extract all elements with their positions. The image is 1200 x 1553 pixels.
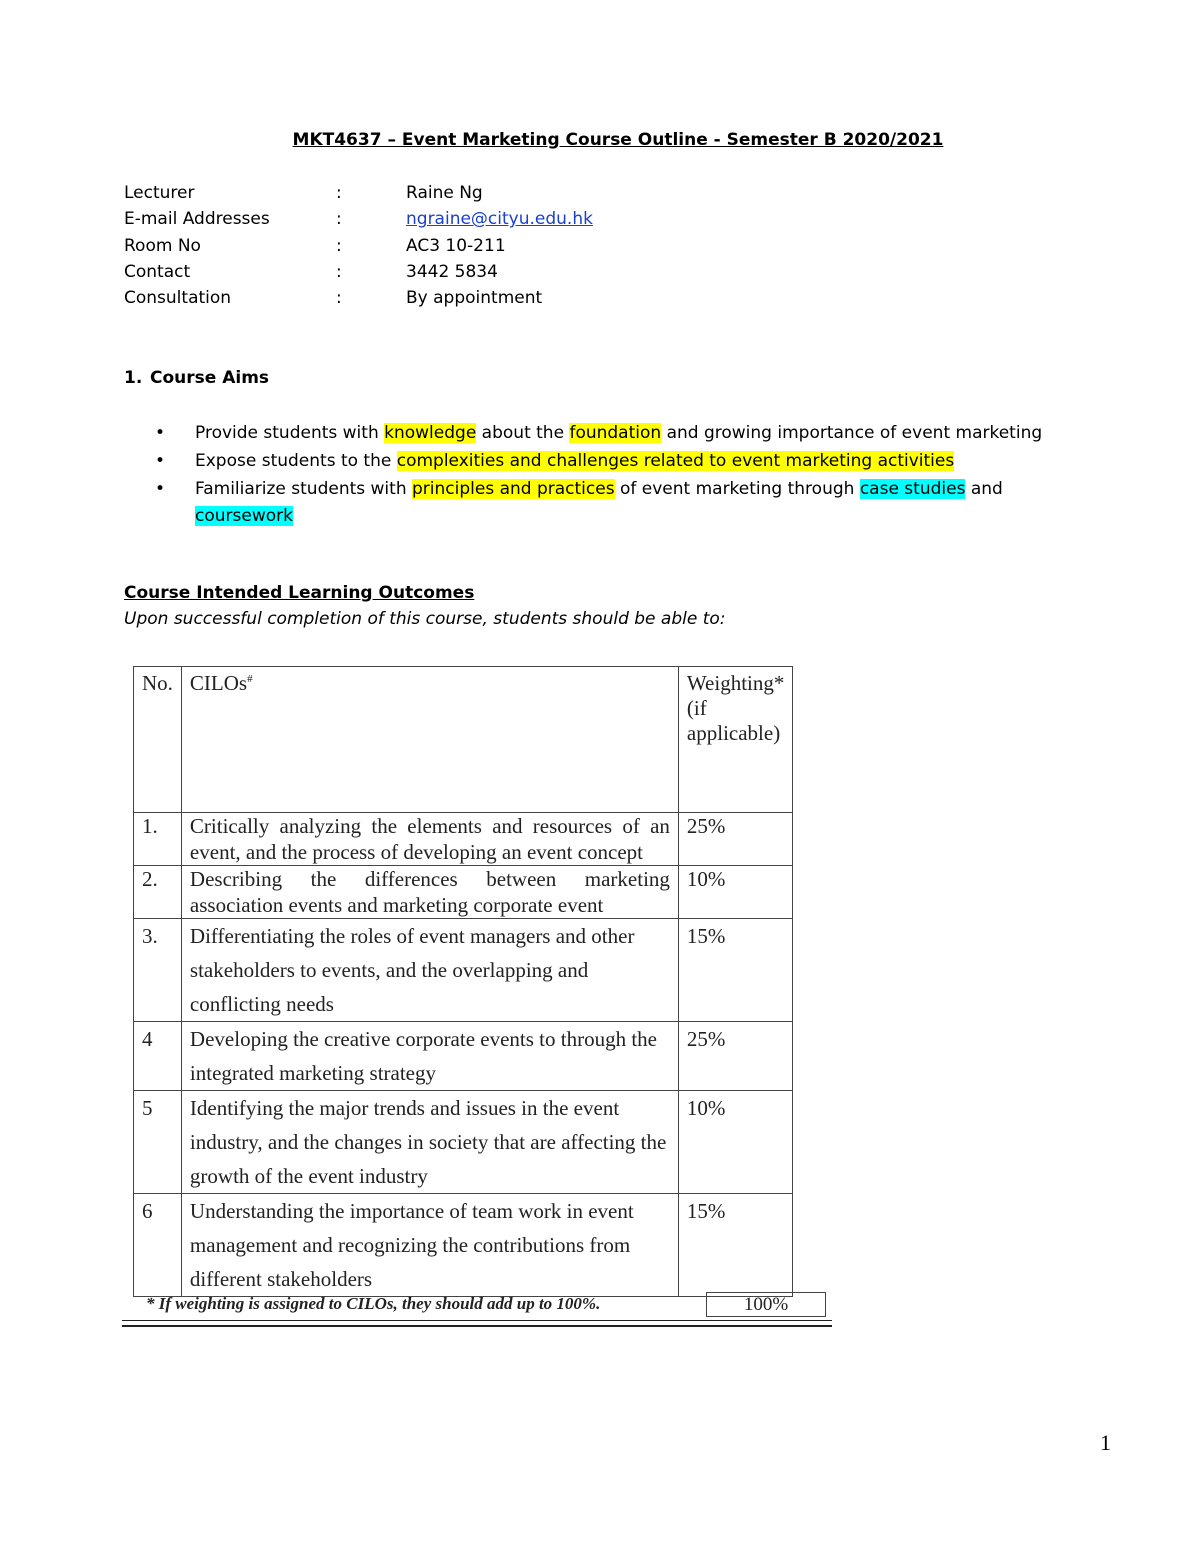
section-number: 1. xyxy=(124,368,143,388)
highlighted-text: case studies xyxy=(859,479,966,499)
info-value: By appointment xyxy=(406,288,543,309)
highlighted-text: foundation xyxy=(569,423,662,443)
course-aims-heading xyxy=(124,368,269,388)
cilo-intro: Upon successful completion of this course, students should be able to: xyxy=(124,609,726,629)
cell-no: 1. xyxy=(134,813,182,866)
table-row xyxy=(134,813,793,866)
cell-weight: 10% xyxy=(678,1091,792,1194)
page-title: MKT4637 – Event Marketing Course Outline - Semester B 2020/2021 xyxy=(292,130,944,150)
table-row xyxy=(134,866,793,919)
column-header-no: No. xyxy=(134,667,182,813)
cell-cilo: Developing the creative corporate events to through the integrated marketing strategy xyxy=(181,1022,678,1091)
table-row xyxy=(134,1091,793,1194)
info-separator: : xyxy=(336,209,342,230)
aim-text: Provide students with xyxy=(195,423,385,443)
section-title: Course Aims xyxy=(150,368,270,388)
cell-weight: 25% xyxy=(678,813,792,866)
cell-cilo: Identifying the major trends and issues in the event industry, and the changes in society that are affecting the growth of the event industry xyxy=(181,1091,678,1194)
email-link[interactable]: ngraine@cityu.edu.hk xyxy=(406,209,593,230)
total-weighting: 100% xyxy=(706,1292,826,1317)
weighting-footnote: * If weighting is assigned to CILOs, they should add up to 100%. xyxy=(146,1294,601,1313)
highlighted-text: knowledge xyxy=(384,423,477,443)
cell-cilo: Understanding the importance of team work in event management and recognizing the contributions from different stakeholders xyxy=(181,1194,678,1297)
aim-text: Expose students to the xyxy=(195,451,397,471)
aim-text: of event marketing through xyxy=(614,479,860,499)
column-header-weighting: Weighting* (if applicable) xyxy=(678,667,792,813)
cell-weight: 10% xyxy=(678,866,792,919)
info-label: Room No xyxy=(124,235,201,256)
header-text: CILOs xyxy=(189,671,248,695)
aim-text: and xyxy=(965,479,1003,499)
info-separator: : xyxy=(336,183,342,203)
bullet-icon: • xyxy=(155,451,166,471)
info-separator: : xyxy=(336,261,342,282)
list-item xyxy=(155,420,1085,447)
aim-text: and growing importance of event marketing xyxy=(661,423,1043,443)
info-label: Lecturer xyxy=(124,183,195,203)
aim-text: Familiarize students with xyxy=(195,479,412,499)
cell-no: 2. xyxy=(134,866,182,919)
cell-no: 6 xyxy=(134,1194,182,1297)
highlighted-text: complexities and challenges related to event marketing activities xyxy=(396,451,955,471)
info-value: AC3 10-211 xyxy=(406,235,506,256)
highlighted-text: coursework xyxy=(195,506,293,526)
list-item xyxy=(155,448,1085,475)
divider-line xyxy=(122,1320,832,1321)
cell-weight: 25% xyxy=(678,1022,792,1091)
page-number: 1 xyxy=(1100,1430,1111,1455)
course-aims-list xyxy=(155,420,1085,530)
info-label: E-mail Addresses xyxy=(124,209,270,230)
bullet-icon: • xyxy=(155,479,166,499)
divider-line xyxy=(122,1325,832,1327)
table-row xyxy=(134,919,793,1022)
cell-cilo: Describing the differences between marketing association events and marketing corporate event xyxy=(181,866,678,919)
table-row xyxy=(134,1194,793,1297)
bullet-icon: • xyxy=(155,423,166,443)
info-label: Contact xyxy=(124,261,191,282)
info-label: Consultation xyxy=(124,288,232,309)
cell-no: 3. xyxy=(134,919,182,1022)
cell-weight: 15% xyxy=(678,1194,792,1297)
header-superscript: # xyxy=(247,673,253,685)
highlighted-text: principles and practices xyxy=(412,479,615,499)
info-separator: : xyxy=(336,235,342,256)
cell-cilo: Critically analyzing the elements and resources of an event, and the process of developing an event concept xyxy=(181,813,678,866)
list-item xyxy=(155,476,1085,530)
cell-no: 5 xyxy=(134,1091,182,1194)
cell-no: 4 xyxy=(134,1022,182,1091)
info-value: 3442 5834 xyxy=(406,261,498,282)
cell-weight: 15% xyxy=(678,919,792,1022)
aim-text: about the xyxy=(476,423,570,443)
info-separator: : xyxy=(336,288,342,309)
cilo-table xyxy=(133,666,793,1297)
info-value: Raine Ng xyxy=(406,183,483,203)
cilo-heading: Course Intended Learning Outcomes xyxy=(124,583,475,603)
column-header-cilos xyxy=(181,667,678,813)
table-row xyxy=(134,1022,793,1091)
cell-cilo: Differentiating the roles of event managers and other stakeholders to events, and the overlapping and conflicting needs xyxy=(181,919,678,1022)
table-header-row xyxy=(134,667,793,813)
